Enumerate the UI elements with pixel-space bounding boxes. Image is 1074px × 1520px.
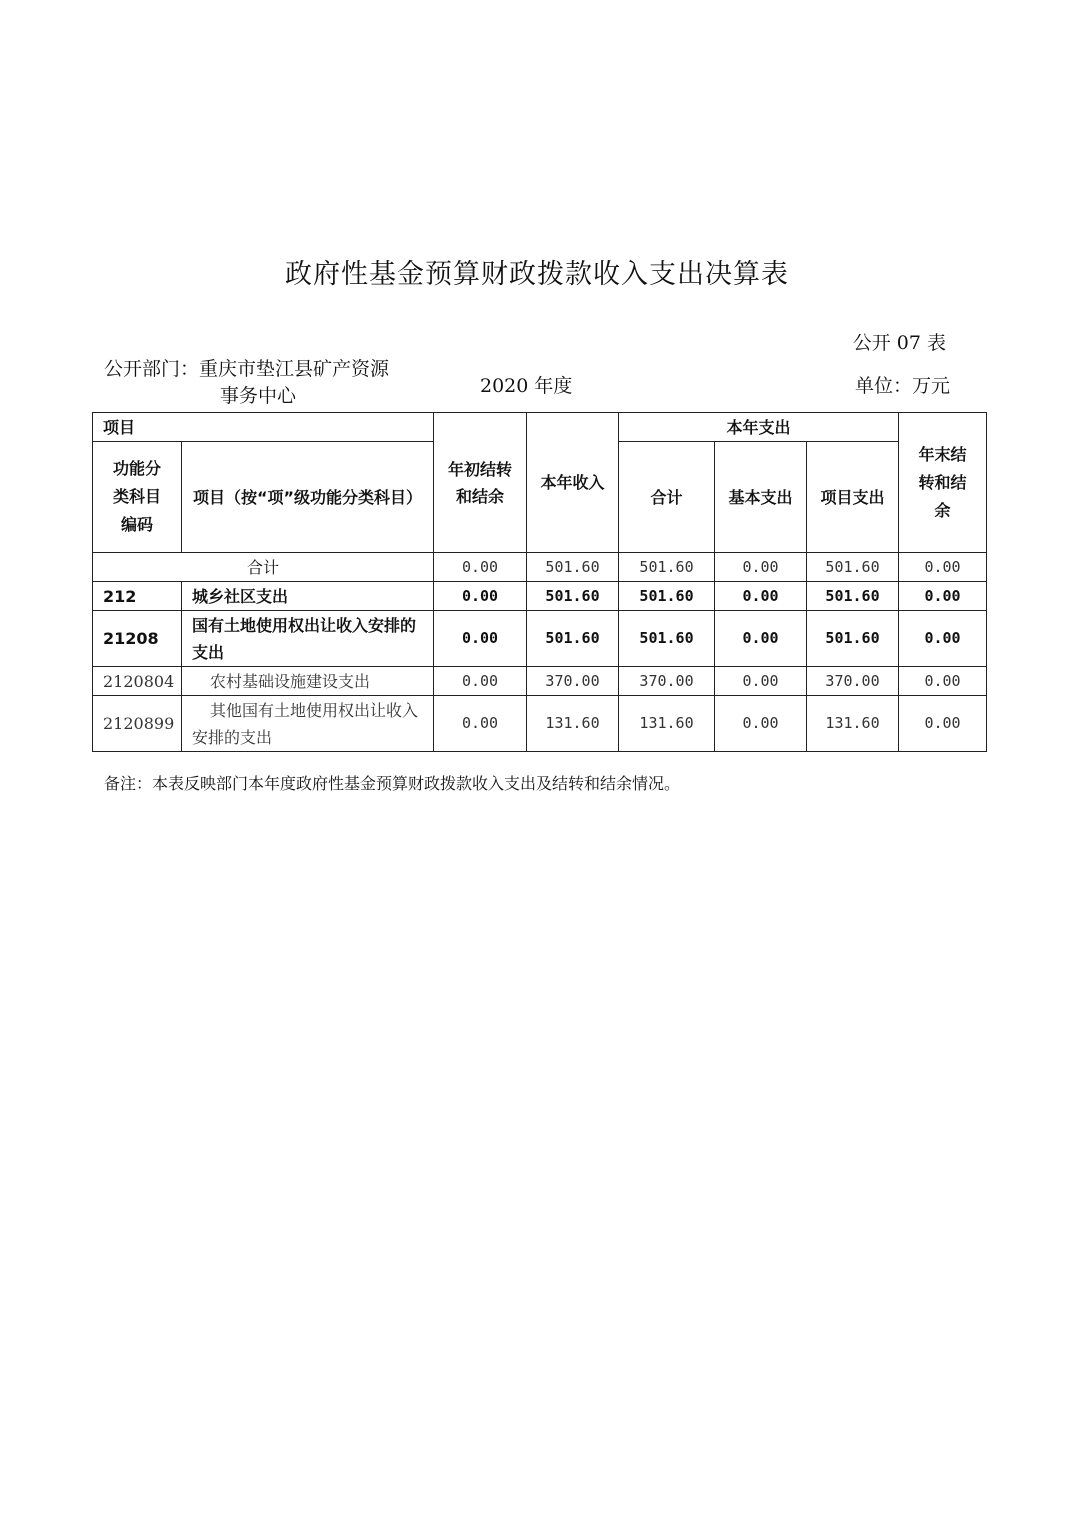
col-header-total: 合计 — [619, 442, 715, 553]
row-code: 212 — [93, 582, 182, 611]
row-code: 2120804 — [93, 667, 182, 696]
row-basic: 0.00 — [715, 582, 807, 611]
col-header-income: 本年收入 — [527, 413, 619, 553]
form-number: 公开 07 表 — [852, 332, 946, 354]
row-income: 131.60 — [527, 696, 619, 752]
col-header-beginning-balance: 年初结转和结余 — [434, 413, 527, 553]
total-beginning-balance: 0.00 — [434, 553, 527, 582]
department — [104, 356, 389, 410]
fiscal-year: 2020 年度 — [480, 375, 573, 397]
table-row — [93, 696, 987, 752]
total-label: 合计 — [93, 553, 434, 582]
row-total: 501.60 — [619, 611, 715, 667]
row-basic: 0.00 — [715, 667, 807, 696]
col-header-basic: 基本支出 — [715, 442, 807, 553]
row-name: 农村基础设施建设支出 — [182, 667, 434, 696]
row-total: 131.60 — [619, 696, 715, 752]
header-row-1 — [93, 413, 987, 442]
row-total: 501.60 — [619, 582, 715, 611]
row-name: 城乡社区支出 — [182, 582, 434, 611]
total-project: 501.60 — [807, 553, 899, 582]
page-title: 政府性基金预算财政拨款收入支出决算表 — [285, 259, 789, 290]
department-line-2: 事务中心 — [220, 385, 297, 407]
total-row — [93, 553, 987, 582]
row-ending-balance: 0.00 — [899, 611, 987, 667]
total-income: 501.60 — [527, 553, 619, 582]
col-header-item-name: 项目（按“项”级功能分类科目） — [182, 442, 434, 553]
col-header-ending-balance: 年末结转和结余 — [899, 413, 987, 553]
row-project: 501.60 — [807, 582, 899, 611]
unit-label: 单位：万元 — [854, 375, 950, 397]
budget-table — [92, 412, 987, 752]
row-code: 2120899 — [93, 696, 182, 752]
row-ending-balance: 0.00 — [899, 696, 987, 752]
row-beginning-balance: 0.00 — [434, 696, 527, 752]
col-header-item: 项目 — [93, 413, 434, 442]
table-row — [93, 611, 987, 667]
row-ending-balance: 0.00 — [899, 667, 987, 696]
table-row — [93, 582, 987, 611]
row-income: 370.00 — [527, 667, 619, 696]
row-total: 370.00 — [619, 667, 715, 696]
row-basic: 0.00 — [715, 696, 807, 752]
row-project: 370.00 — [807, 667, 899, 696]
table-row — [93, 667, 987, 696]
col-header-project: 项目支出 — [807, 442, 899, 553]
footnote: 备注：本表反映部门本年度政府性基金预算财政拨款收入支出及结转和结余情况。 — [104, 774, 681, 793]
row-beginning-balance: 0.00 — [434, 582, 527, 611]
row-ending-balance: 0.00 — [899, 582, 987, 611]
total-expenditure: 501.60 — [619, 553, 715, 582]
row-beginning-balance: 0.00 — [434, 667, 527, 696]
row-income: 501.60 — [527, 611, 619, 667]
row-basic: 0.00 — [715, 611, 807, 667]
row-income: 501.60 — [527, 582, 619, 611]
row-project: 131.60 — [807, 696, 899, 752]
col-header-func-code: 功能分类科目编码 — [93, 442, 182, 553]
total-basic: 0.00 — [715, 553, 807, 582]
total-ending-balance: 0.00 — [899, 553, 987, 582]
col-header-expenditure: 本年支出 — [619, 413, 899, 442]
row-beginning-balance: 0.00 — [434, 611, 527, 667]
row-code: 21208 — [93, 611, 182, 667]
row-name: 其他国有土地使用权出让收入安排的支出 — [182, 696, 434, 752]
department-line-1: 公开部门：重庆市垫江县矿产资源 — [104, 358, 390, 380]
row-project: 501.60 — [807, 611, 899, 667]
row-name: 国有土地使用权出让收入安排的支出 — [182, 611, 434, 667]
